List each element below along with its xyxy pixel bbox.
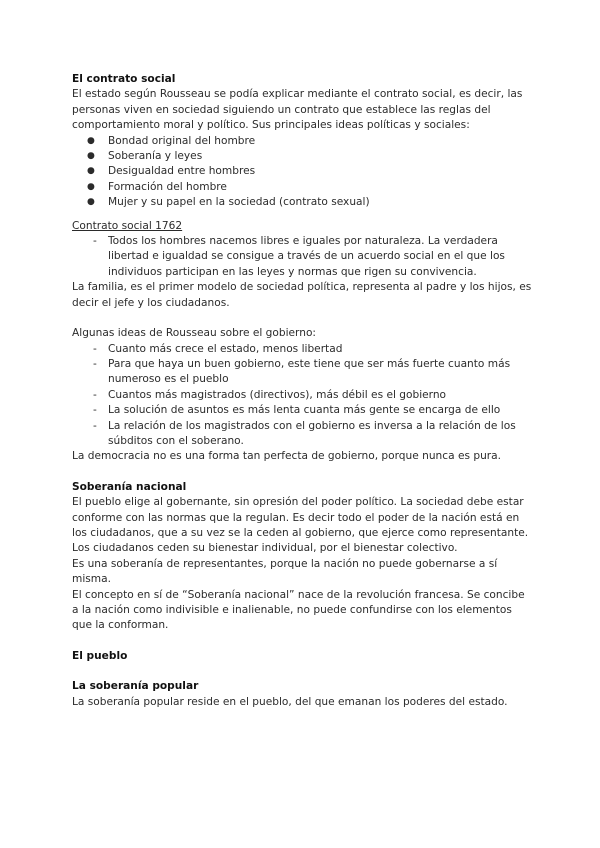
list-item: ● Formación del hombre xyxy=(87,180,532,195)
paragraph-gobierno-intro: Algunas ideas de Rousseau sobre el gobierno: xyxy=(72,327,316,340)
subheading-contrato-1762: Contrato social 1762 xyxy=(72,219,183,232)
list-item: - Para que haya un buen gobierno, este tiene que ser más fuerte cuanto más numeroso es el pueblo xyxy=(93,357,532,388)
paragraph-familia: La familia, es el primer modelo de sociedad política, representa al padre y los hijos, es decir el jefe y los ciudadanos. xyxy=(72,281,532,309)
document-body xyxy=(72,72,532,710)
list-item: - Cuanto más crece el estado, menos libertad xyxy=(93,342,532,357)
paragraph-soberania-popular: La soberanía popular reside en el pueblo, del que emanan los poderes del estado. xyxy=(72,695,508,708)
paragraph-democracia: La democracia no es una forma tan perfecta de gobierno, porque nunca es pura. xyxy=(72,450,502,463)
list-item: - Todos los hombres nacemos libres e iguales por naturaleza. La verdadera libertad e igualdad se consigue a través de un acuerdo social en el que los individuos participan en las leyes y normas que rigen su convivencia. xyxy=(93,234,532,280)
list-item: ● Bondad original del hombre xyxy=(87,134,532,149)
heading-soberania-nacional: Soberanía nacional xyxy=(72,480,187,493)
paragraph-contrato-intro: El estado según Rousseau se podía explicar mediante el contrato social, es decir, las personas viven en sociedad siguiendo un contrato que establece las reglas del comportamiento moral y político. Sus principales ideas políticas y sociales: xyxy=(72,88,523,132)
heading-soberania-popular: La soberanía popular xyxy=(72,680,199,693)
paragraph-soberania-1: El pueblo elige al gobernante, sin opresión del poder político. La sociedad debe estar conforme con las normas que la regulan. Es decir todo el poder de la nación está en los ciudadanos, que a su vez se la ceden al gobierno, que ejerce como representante. Los ciudadanos ceden su bienestar individual, por el bienestar colectivo. xyxy=(72,496,529,555)
heading-contrato-social: El contrato social xyxy=(72,73,176,85)
dash-list-contrato xyxy=(72,234,532,280)
bullet-list-ideas xyxy=(72,134,532,211)
heading-el-pueblo: El pueblo xyxy=(72,649,128,662)
paragraph-soberania-3: El concepto en sí de “Soberanía nacional” nace de la revolución francesa. Se concibe a la nación como indivisible e inalienable, no puede confundirse con los elementos que la conforman. xyxy=(72,588,525,632)
list-item: ● Soberanía y leyes xyxy=(87,149,532,164)
list-item: - Cuantos más magistrados (directivos), más débil es el gobierno xyxy=(93,388,532,403)
list-item: - La solución de asuntos es más lenta cuanta más gente se encarga de ello xyxy=(93,403,532,418)
paragraph-soberania-2: Es una soberanía de representantes, porque la nación no puede gobernarse a sí misma. xyxy=(72,557,498,586)
list-item: - La relación de los magistrados con el gobierno es inversa a la relación de los súbditos con el soberano. xyxy=(93,419,532,450)
list-item: ● Mujer y su papel en la sociedad (contrato sexual) xyxy=(87,195,532,210)
dash-list-gobierno xyxy=(72,342,532,450)
list-item: ● Desigualdad entre hombres xyxy=(87,164,532,179)
